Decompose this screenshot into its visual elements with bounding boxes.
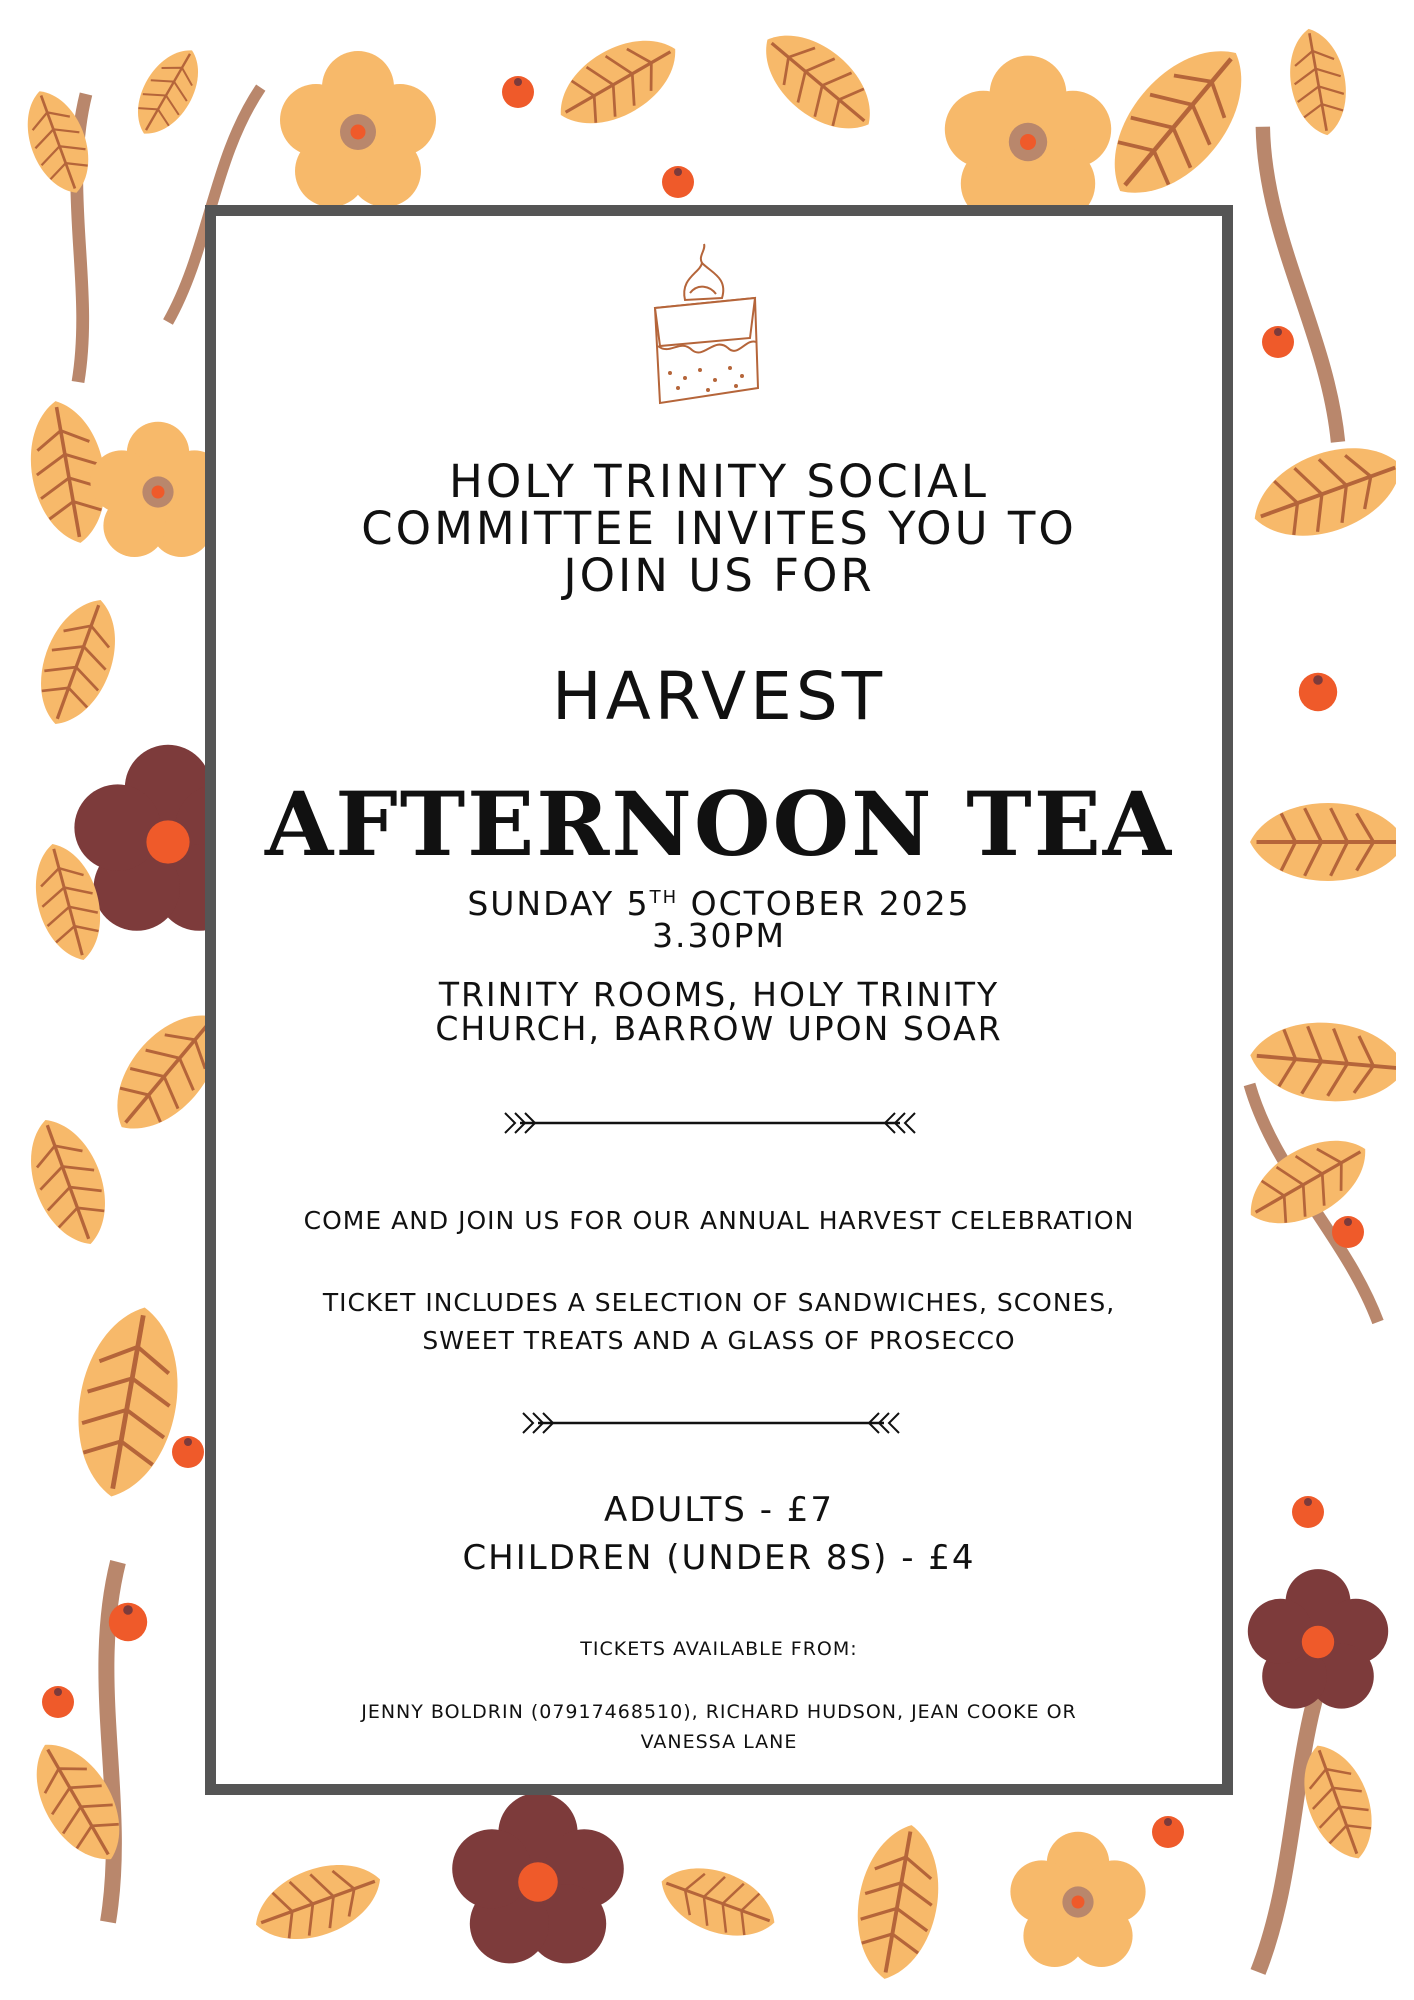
event-title-harvest: HARVEST <box>551 658 887 735</box>
tickets-heading: TICKETS AVAILABLE FROM: <box>580 1638 858 1660</box>
arrow-divider <box>500 1108 920 1138</box>
event-description: COME AND JOIN US FOR OUR ANNUAL HARVEST CELEBRATION <box>303 1206 1135 1235</box>
price-adults: ADULTS - £7 <box>603 1490 835 1530</box>
price-children: CHILDREN (UNDER 8S) - £4 <box>462 1538 976 1578</box>
event-time: 3.30PM <box>652 916 786 955</box>
event-title-afternoon-tea: AFTERNOON TEA <box>264 772 1174 876</box>
ticket-includes <box>205 1284 1233 1360</box>
date-rest: OCTOBER 2025 <box>678 884 971 923</box>
intro-line-1: HOLY TRINITY SOCIAL <box>449 455 989 508</box>
includes-line-2: SWEET TREATS AND A GLASS OF PROSECCO <box>422 1326 1016 1355</box>
date-day: SUNDAY 5 <box>467 884 650 923</box>
includes-line-1: TICKET INCLUDES A SELECTION OF SANDWICHES, SCONES, <box>322 1288 1116 1317</box>
sellers-line-1: JENNY BOLDRIN (07917468510), RICHARD HUDSON, JEAN COOKE OR <box>361 1701 1077 1723</box>
ticket-sellers <box>205 1697 1233 1757</box>
invitation-intro <box>205 455 1233 602</box>
intro-line-2: COMMITTEE INVITES YOU TO <box>361 502 1077 555</box>
sellers-line-2: VANESSA LANE <box>640 1731 798 1753</box>
event-venue <box>205 975 1233 1048</box>
arrow-divider <box>518 1408 904 1438</box>
intro-line-3: JOIN US FOR <box>563 549 875 602</box>
cake-icon <box>640 238 770 428</box>
venue-line-1: TRINITY ROOMS, HOLY TRINITY <box>438 975 1000 1014</box>
date-suffix: TH <box>649 887 679 908</box>
venue-line-2: CHURCH, BARROW UPON SOAR <box>435 1009 1003 1048</box>
